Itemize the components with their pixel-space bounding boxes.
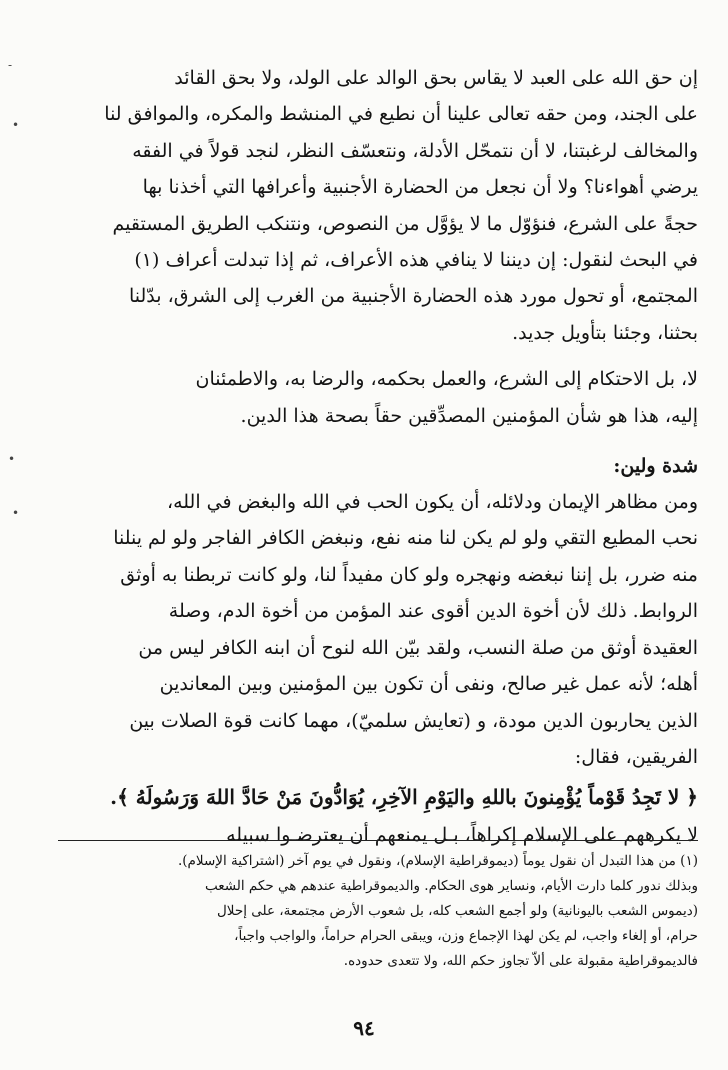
text-line: الروابط. ذلك لأن أخوة الدين أقوى عند المؤمن من أخوة الدم، وصلة: [168, 600, 698, 623]
footnote-line: حرام، أو إلغاء واجب، لم يكن لهذا الإجماع وزن، ويبقى الحرام حراماً، والواجب واجباً،: [234, 928, 698, 944]
text-line: العقيدة أوثق من صلة النسب، ولقد بيّن الله لنوح أن ابنه الكافر ليس من: [138, 636, 698, 659]
paragraph-1: [58, 60, 698, 351]
footnote-line: (١) من هذا التبدل أن نقول يوماً (ديموقراطية الإسلام)، ونقول في يوم آخر (اشتراكية الإسلام).: [178, 853, 698, 869]
text-line: على الجند، ومن حقه تعالى علينا أن نطيع في المنشط والمكره، والموافق لنا: [104, 103, 698, 126]
section-heading: شدة ولين:: [613, 455, 698, 478]
footnote-line: وبذلك ندور كلما دارت الأيام، ونساير هوى الحكام. والديموقراطية عندهم هي حكم الشعب: [204, 878, 698, 894]
footnote-line: (ديموس الشعب باليونانية) ولو أجمع الشعب كله، بل شعوب الأرض مجتمعة، على إحلال: [216, 903, 698, 919]
text-line: الذين يحاربون الدين مودة، و (تعايش سلميّ)، مهما كانت قوة الصلات بين: [129, 709, 698, 732]
margin-dash-mark: -: [8, 58, 13, 72]
text-line: يرضي أهواءنا؟ ولا أن نجعل من الحضارة الأجنبية وأعرافها التي أخذنا بها: [142, 176, 698, 199]
text-line: المجتمع، أو تحول مورد هذه الحضارة الأجنبية من الغرب إلى الشرق، بدّلنا: [129, 285, 698, 308]
text-line: أهله؛ لأنه عمل غير صالح، ونفى أن تكون بين المؤمنين وبين المعاندين: [159, 673, 698, 696]
text-line: لا يكرههم على الإسلام إكراهاً، بـل يمنعهم أن يعترضـوا سبيله: [226, 824, 698, 847]
text-line: في البحث لنقول: إن ديننا لا ينافي هذه الأعراف، ثم إذا تبدلت أعراف (١): [134, 249, 698, 272]
margin-dot-mark: •: [8, 452, 16, 466]
text-line: منه ضرر، بل إننا نبغضه ونهجره ولو كان مفيداً لنا، ولو كانت تربطنا به أوثق: [120, 563, 698, 586]
text-line: ومن مظاهر الإيمان ودلائله، أن يكون الحب في الله والبغض في الله،: [166, 491, 698, 514]
text-line: والمخالف لرغبتنا، لا أن نتمحّل الأدلة، ونتعسّف النظر، لنجد قولاً في الفقه: [132, 139, 698, 162]
text-line: إليه، هذا هو شأن المؤمنين المصدِّقين حقاً بصحة هذا الدين.: [240, 404, 698, 427]
text-line: الفريقين، فقال:: [574, 745, 698, 768]
page-body: [58, 60, 698, 853]
quran-verse: ﴿ لا تَجِدُ قَوْماً يُؤْمِنونَ باللهِ واليَوْمِ الآخِرِ، يُوَادُّونَ مَنْ حَادَّ اللهَ وَرَسُولَهُ ﴾.: [110, 785, 698, 810]
text-line: إن حق الله على العبد لا يقاس بحق الوالد على الولد، ولا بحق القائد: [174, 67, 698, 89]
margin-dot-mark: •: [12, 118, 20, 132]
footnotes: [58, 840, 698, 974]
footnote-line: فالديموقراطية مقبولة على ألاّ تجاوز حكم الله، ولا تتعدى حدوده.: [343, 953, 698, 969]
paragraph-2: [58, 361, 698, 434]
text-line: حجةً على الشرع، فنؤوّل ما لا يؤوَّل من النصوص، ونتنكب الطريق المستقيم: [112, 212, 698, 235]
page-number: ٩٤: [353, 1016, 375, 1040]
text-line: نحب المطيع التقي ولو لم يكن لنا منه نفع، ونبغض الكافر الفاجر ولو لم ينلنا: [113, 527, 698, 550]
text-line: بحثنا، وجئنا بتأويل جديد.: [512, 321, 698, 344]
paragraph-3: [58, 484, 698, 775]
margin-dot-mark: •: [12, 506, 20, 520]
text-line: لا، بل الاحتكام إلى الشرع، والعمل بحكمه، والرضا به، والاطمئنان: [195, 368, 698, 391]
